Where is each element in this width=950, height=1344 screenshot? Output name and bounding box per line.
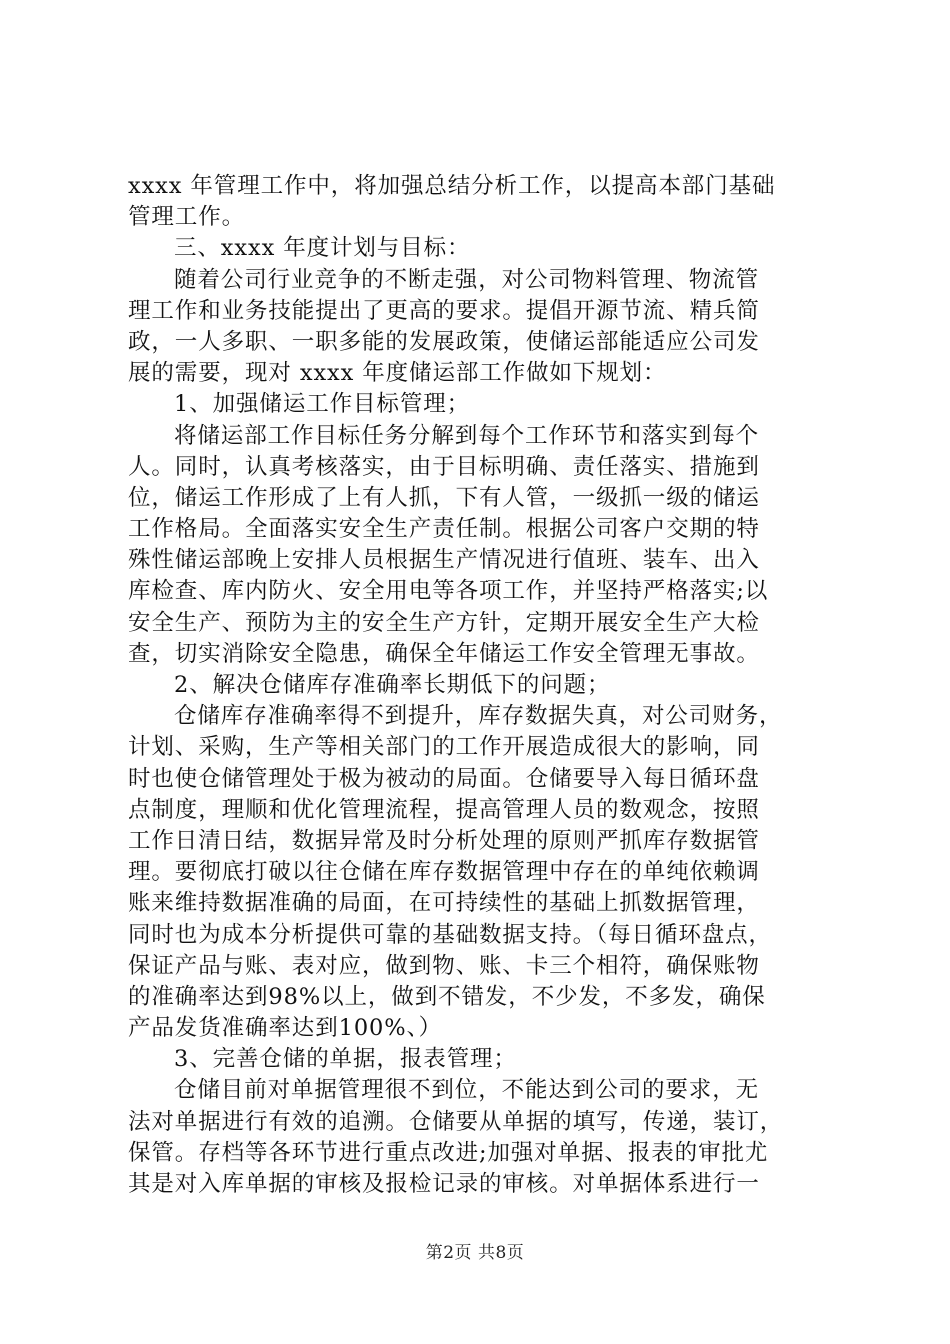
text-line: 账来维持数据准确的局面，在可持续性的基础上抓数据管理， xyxy=(128,890,760,917)
text-line: xxxx 年管理工作中，将加强总结分析工作，以提高本部门基础 xyxy=(128,173,776,199)
text-line: 仓储目前对单据管理很不到位，不能达到公司的要求，无 xyxy=(174,1077,760,1104)
text-line: 理。要彻底打破以往仓储在库存数据管理中存在的单纯依赖调 xyxy=(128,859,760,886)
text-line: 3、完善仓储的单据，报表管理； xyxy=(174,1046,517,1073)
text-line: 同时也为成本分析提供可靠的基础数据支持。（每日循环盘点， xyxy=(128,921,772,948)
text-line: 工作日清日结，数据异常及时分析处理的原则严抓库存数据管 xyxy=(128,827,760,854)
text-line: 点制度，理顺和优化管理流程，提高管理人员的数观念，按照 xyxy=(128,796,760,823)
text-line: 保证产品与账、表对应，做到物、账、卡三个相符，确保账物 xyxy=(128,952,760,979)
text-line: 将储运部工作目标任务分解到每个工作环节和落实到每个 xyxy=(174,422,760,449)
text-line: 殊性储运部晚上安排人员根据生产情况进行值班、装车、出入 xyxy=(128,547,760,574)
text-line: 理工作和业务技能提出了更高的要求。提倡开源节流、精兵简 xyxy=(128,297,760,324)
text-line: 的准确率达到98%以上，做到不错发，不少发，不多发，确保 xyxy=(128,983,766,1010)
text-line: 计划、采购，生产等相关部门的工作开展造成很大的影响，同 xyxy=(128,734,760,761)
text-line: 展的需要，现对 xxxx 年度储运部工作做如下规划： xyxy=(128,360,667,387)
text-line: 随着公司行业竞争的不断走强，对公司物料管理、物流管 xyxy=(174,266,760,293)
text-line: 其是对入库单据的审核及报检记录的审核。对单据体系进行一 xyxy=(128,1171,760,1197)
text-line: 查，切实消除安全隐患，确保全年储运工作安全管理无事故。 xyxy=(128,640,760,667)
text-line: 时也使仓储管理处于极为被动的局面。仓储要导入每日循环盘 xyxy=(128,765,760,792)
text-line: 产品发货准确率达到100%、） xyxy=(128,1015,443,1042)
text-line: 工作格局。全面落实安全生产责任制。根据公司客户交期的特 xyxy=(128,516,760,543)
text-line: 保管。存档等各环节进行重点改进;加强对单据、报表的审批尤 xyxy=(128,1139,769,1166)
text-line: 安全生产、预防为主的安全生产方针，定期开展安全生产大检 xyxy=(128,609,760,636)
text-line: 仓储库存准确率得不到提升，库存数据失真，对公司财务， xyxy=(174,703,783,730)
page-footer: 第2页 共8页 xyxy=(425,1243,525,1263)
text-line: 管理工作。 xyxy=(128,204,246,231)
text-line: 法对单据进行有效的追溯。仓储要从单据的填写，传递，装订， xyxy=(128,1108,784,1135)
text-line: 人。同时，认真考核落实，由于目标明确、责任落实、措施到 xyxy=(128,453,760,480)
text-line: 2、解决仓储库存准确率长期低下的问题； xyxy=(174,672,611,698)
document-body xyxy=(128,171,822,1200)
text-line: 1、加强储运工作目标管理； xyxy=(174,391,471,418)
text-line: 库检查、库内防火、安全用电等各项工作，并坚持严格落实;以 xyxy=(128,578,769,605)
text-line: 政，一人多职、一职多能的发展政策，使储运部能适应公司发 xyxy=(128,328,760,355)
text-line: 三、xxxx 年度计划与目标： xyxy=(174,235,471,262)
text-line: 位，储运工作形成了上有人抓，下有人管，一级抓一级的储运 xyxy=(128,484,760,511)
